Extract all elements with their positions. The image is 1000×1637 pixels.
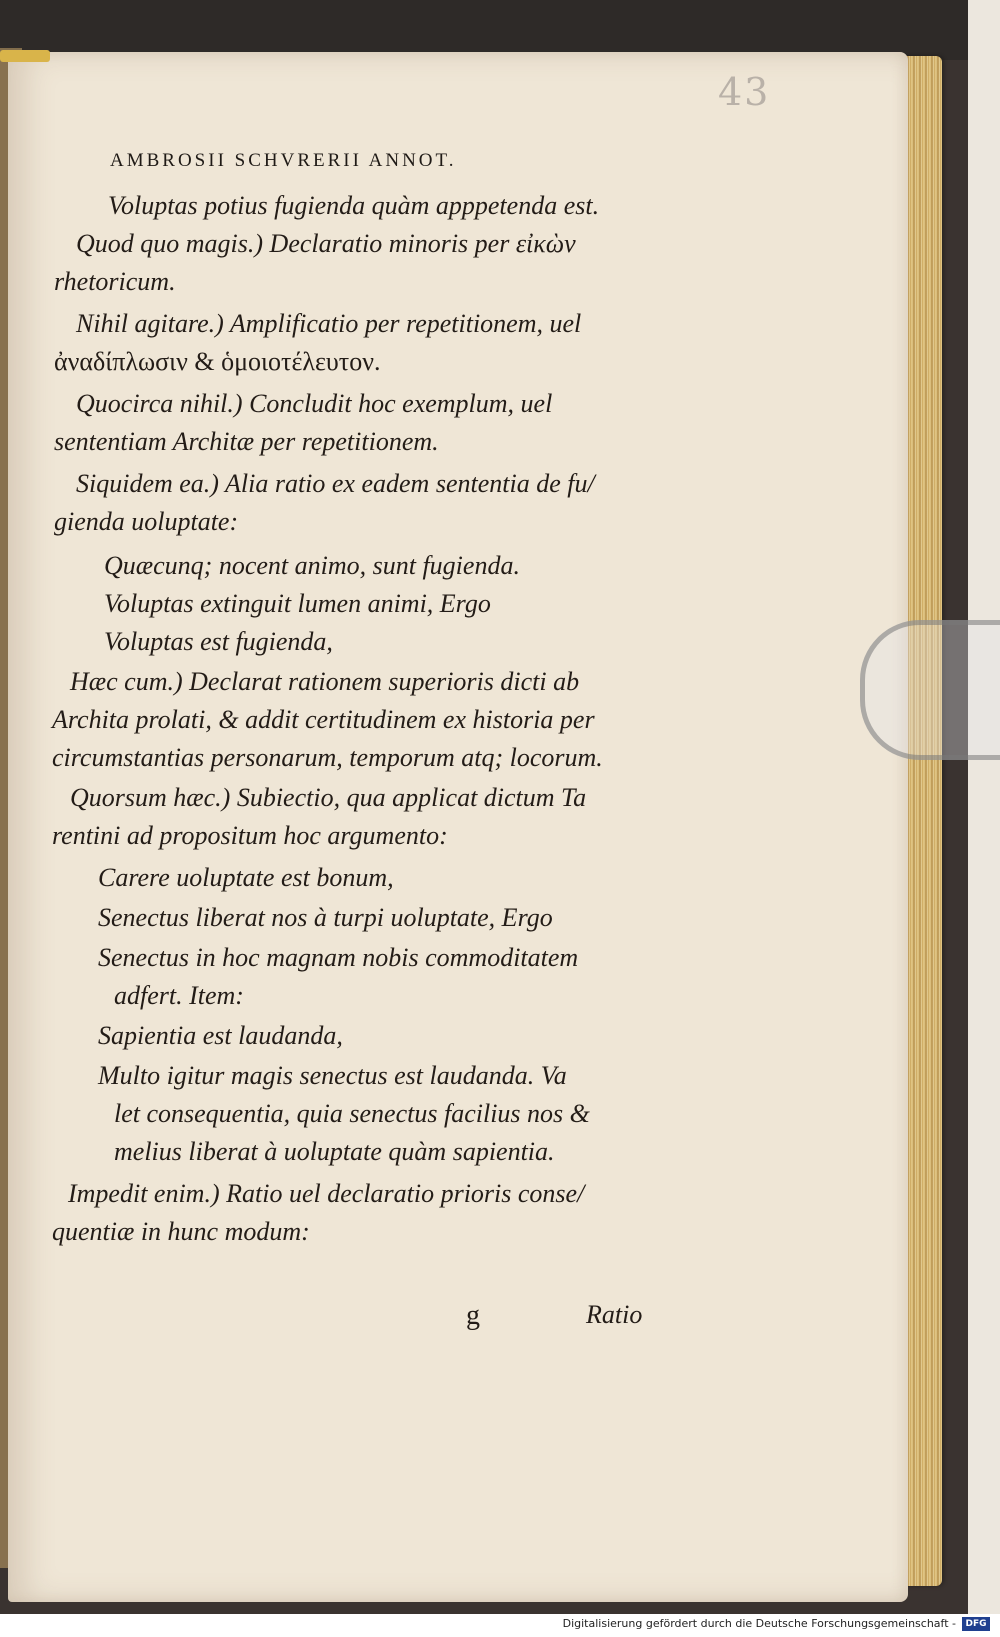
dfg-logo: DFG [962, 1617, 990, 1631]
text-line: melius liberat à uoluptate quàm sapientia. [114, 1137, 555, 1166]
text-line: Nihil agitare.) Amplificatio per repetitionem, uel [76, 309, 582, 338]
footer-credit: Digitalisierung gefördert durch die Deutsche Forschungsgemeinschaft - [562, 1617, 956, 1630]
text-line: Quod quo magis.) Declaratio minoris per εἰκὼν [76, 229, 576, 258]
text-line: sententiam Architæ per repetitionem. [54, 427, 439, 456]
text-line: Senectus liberat nos à turpi uoluptate, Ergo [98, 903, 553, 932]
text-line: Quæcunq; nocent animo, sunt fugienda. [104, 551, 520, 580]
text-line: Sapientia est laudanda, [98, 1021, 343, 1050]
text-line: Senectus in hoc magnam nobis commoditatem [98, 943, 579, 972]
running-head: AMBROSII SCHVRERII ANNOT. [110, 150, 457, 171]
text-line: Voluptas est fugienda, [104, 627, 333, 656]
text-line: Archita prolati, & addit certitudinem ex historia per [52, 705, 595, 734]
text-line: Quocirca nihil.) Concludit hoc exemplum, uel [76, 389, 553, 418]
signature-mark: g [466, 1300, 480, 1331]
text-line: rentini ad propositum hoc argumento: [52, 821, 448, 850]
text-line: Quorsum hæc.) Subiectio, qua applicat dictum Ta [70, 783, 587, 812]
text-line: gienda uoluptate: [54, 507, 239, 536]
scan-background-right [968, 0, 1000, 1637]
text-line: Impedit enim.) Ratio uel declaratio prioris conse/ [68, 1179, 585, 1208]
text-line: Voluptas extinguit lumen animi, Ergo [104, 589, 491, 618]
text-line: Siquidem ea.) Alia ratio ex eadem sententia de fu/ [76, 469, 595, 498]
text-line: Carere uoluptate est bonum, [98, 863, 394, 892]
text-line: ἀναδίπλωσιν & ὁμοιοτέλευτον. [54, 347, 381, 376]
text-line: let consequentia, quia senectus facilius nos & [114, 1099, 590, 1128]
text-line: quentiæ in hunc modum: [52, 1217, 310, 1246]
bookmark-clip [860, 620, 1000, 760]
folio-number: 43 [718, 70, 771, 114]
text-line: adfert. Item: [114, 981, 244, 1010]
text-line: rhetoricum. [54, 267, 176, 296]
text-line: circumstantias personarum, temporum atq; locorum. [52, 743, 603, 772]
text-line: Voluptas potius fugienda quàm apppetenda est. [108, 191, 600, 220]
gilt-corner [0, 50, 50, 62]
catchword: Ratio [586, 1300, 643, 1329]
text-line: Hæc cum.) Declarat rationem superioris dicti ab [70, 667, 580, 696]
text-line: Multo igitur magis senectus est laudanda. Va [98, 1061, 567, 1090]
scan-background-top [0, 0, 1000, 60]
